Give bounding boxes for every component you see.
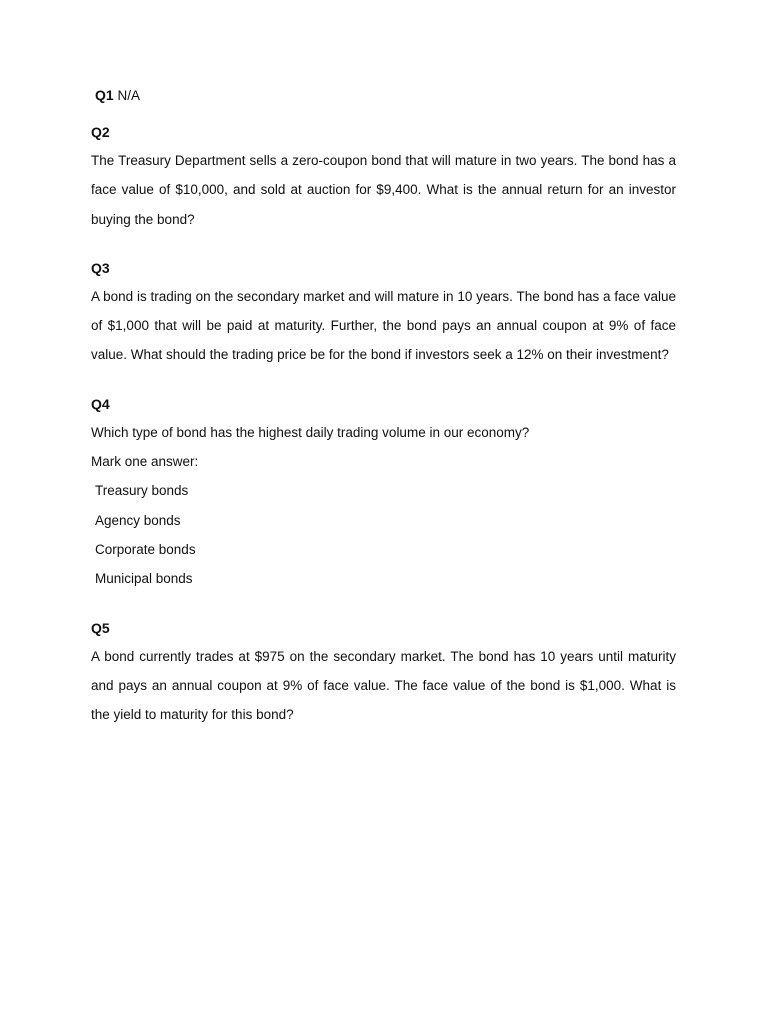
question-2: [91, 121, 676, 234]
document-body: [91, 84, 676, 752]
answer-option-corporate[interactable]: Corporate bonds: [95, 541, 196, 557]
question-4: [91, 393, 676, 594]
question-5-label: Q5: [91, 619, 110, 636]
answer-option-treasury[interactable]: Treasury bonds: [95, 483, 189, 499]
answer-option-agency[interactable]: Agency bonds: [95, 512, 181, 528]
question-2-text: The Treasury Department sells a zero-coupon bond that will mature in two years. The bond has a face value of $10,000, and sold at auction for $9,400. What is the annual return for an investor buying the bond?: [91, 153, 676, 227]
question-5-text: A bond currently trades at $975 on the secondary market. The bond has 10 years until maturity and pays an annual coupon at 9% of face value. The face value of the bond is $1,000. What is the yield to maturity for this bond?: [91, 648, 676, 723]
question-3-label: Q3: [91, 259, 110, 276]
question-2-label: Q2: [91, 124, 110, 140]
question-1: [95, 84, 676, 107]
answer-option-municipal[interactable]: Municipal bonds: [95, 571, 193, 587]
question-1-text: N/A: [117, 88, 140, 103]
question-3-text: A bond is trading on the secondary market and will mature in 10 years. The bond has a face value of $1,000 that will be paid at maturity. Further, the bond pays an annual coupon at 9% of face value. What should the trading price be for the bond if investors seek a 12% on their investment?: [91, 288, 676, 363]
question-5: [91, 617, 676, 730]
question-4-text: Which type of bond has the highest daily trading volume in our economy?: [91, 424, 530, 440]
question-1-label: Q1: [95, 87, 114, 103]
question-4-instruction: Mark one answer:: [91, 454, 199, 470]
question-3: [91, 257, 676, 370]
question-4-label: Q4: [91, 395, 110, 412]
answer-options: [91, 476, 676, 593]
